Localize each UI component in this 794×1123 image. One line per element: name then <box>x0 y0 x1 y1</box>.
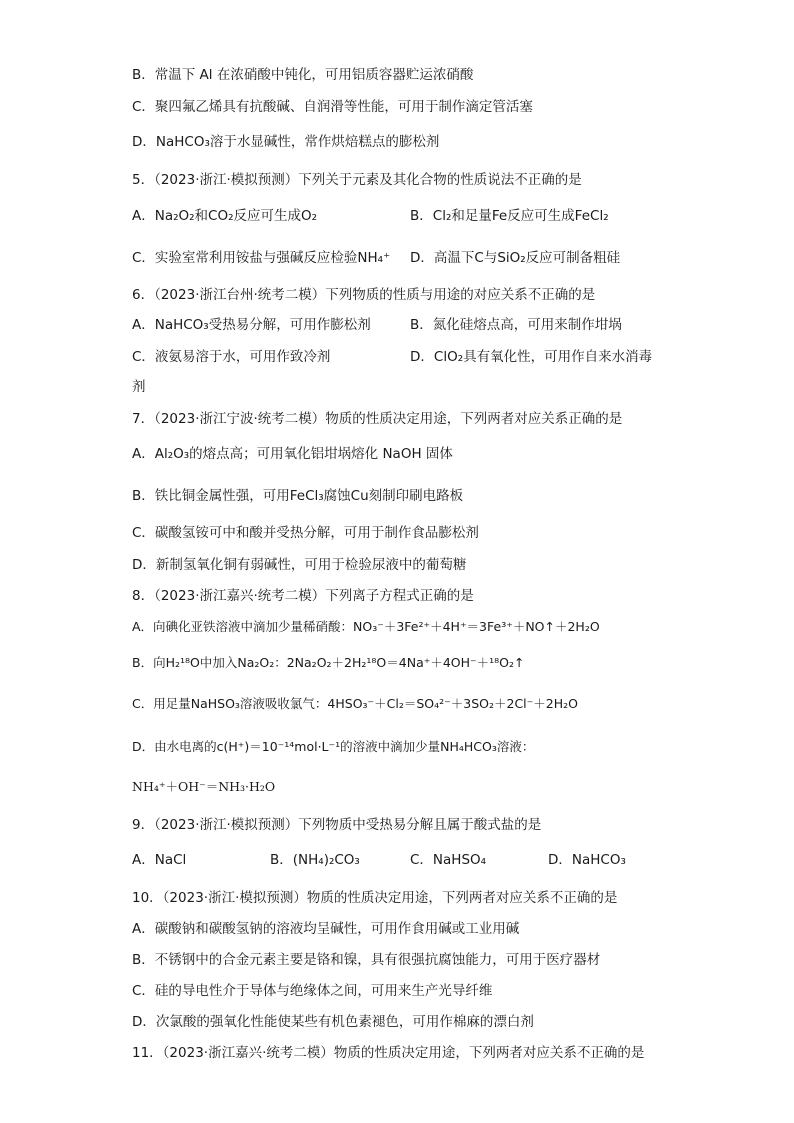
q6-option-d: D．ClO₂具有氧化性，可用作自来水消毒 <box>410 349 653 365</box>
q5-option-a: A．Na₂O₂和CO₂反应可生成O₂ <box>132 208 318 224</box>
q8-option-d: D．由水电离的c(H⁺)＝10⁻¹⁴mol·L⁻¹的溶液中滴加少量NH₄HCO₃溶液： <box>132 739 535 754</box>
q7-option-d: D．新制氢氧化铜有弱碱性，可用于检验尿液中的葡萄糖 <box>132 557 467 573</box>
q10-option-d: D．次氯酸的强氧化性能使某些有机色素褪色，可用作棉麻的漂白剂 <box>132 1014 534 1030</box>
option-4d: D．NaHCO₃溶于水显碱性，常作烘焙糕点的膨松剂 <box>132 134 440 150</box>
q10-option-c: C．硅的导电性介于导体与绝缘体之间，可用来生产光导纤维 <box>132 983 493 999</box>
question-7-stem: 7．（2023·浙江宁波·统考二模）物质的性质决定用途，下列两者对应关系正确的是 <box>132 411 623 427</box>
q9-option-a: A．NaCl <box>132 852 187 868</box>
question-5-stem: 5．（2023·浙江·模拟预测）下列关于元素及其化合物的性质说法不正确的是 <box>132 172 582 188</box>
q8-option-b: B．向H₂¹⁸O中加入Na₂O₂：2Na₂O₂＋2H₂¹⁸O＝4Na⁺＋4OH⁻＋¹⁸O₂↑ <box>132 655 525 670</box>
q6-option-d-continued: 剂 <box>132 379 146 395</box>
q8-option-d-equation: NH₄⁺＋OH⁻＝NH₃·H₂O <box>132 779 276 794</box>
q7-option-c: C．碳酸氢铵可中和酸并受热分解，可用于制作食品膨松剂 <box>132 525 479 541</box>
q5-option-d: D．高温下C与SiO₂反应可制备粗硅 <box>410 250 621 266</box>
option-4b: B．常温下 Al 在浓硝酸中钝化，可用铝质容器贮运浓硝酸 <box>132 67 474 83</box>
question-8-stem: 8．（2023·浙江嘉兴·统考二模）下列离子方程式正确的是 <box>132 588 474 604</box>
q10-option-b: B．不锈钢中的合金元素主要是铬和镍，具有很强抗腐蚀能力，可用于医疗器材 <box>132 952 601 968</box>
q9-option-b: B．(NH₄)₂CO₃ <box>270 852 360 868</box>
q7-option-b: B．铁比铜金属性强，可用FeCl₃腐蚀Cu刻制印刷电路板 <box>132 488 464 504</box>
q9-option-d: D．NaHCO₃ <box>548 852 626 868</box>
question-6-stem: 6．（2023·浙江台州·统考二模）下列物质的性质与用途的对应关系不正确的是 <box>132 287 596 303</box>
question-10-stem: 10．（2023·浙江·模拟预测）物质的性质决定用途，下列两者对应关系不正确的是 <box>132 890 618 906</box>
q8-option-c: C．用足量NaHSO₃溶液吸收氯气：4HSO₃⁻＋Cl₂＝SO₄²⁻＋3SO₂＋2Cl⁻＋2H₂O <box>132 696 578 711</box>
q6-option-b: B．氮化硅熔点高，可用来制作坩埚 <box>410 317 622 333</box>
q6-option-c: C．液氨易溶于水，可用作致冷剂 <box>132 349 331 365</box>
q7-option-a: A．Al₂O₃的熔点高；可用氧化铝坩埚熔化 NaOH 固体 <box>132 446 453 462</box>
q5-option-c: C．实验室常利用铵盐与强碱反应检验NH₄⁺ <box>132 250 391 266</box>
q6-option-a: A．NaHCO₃受热易分解，可用作膨松剂 <box>132 317 371 333</box>
q8-option-a: A．向碘化亚铁溶液中滴加少量稀硝酸：NO₃⁻＋3Fe²⁺＋4H⁺＝3Fe³⁺＋NO↑＋2H₂O <box>132 619 600 634</box>
question-11-stem: 11．（2023·浙江嘉兴·统考二模）物质的性质决定用途，下列两者对应关系不正确的是 <box>132 1045 645 1061</box>
q10-option-a: A．碳酸钠和碳酸氢钠的溶液均呈碱性，可用作食用碱或工业用碱 <box>132 921 520 937</box>
question-9-stem: 9．（2023·浙江·模拟预测）下列物质中受热易分解且属于酸式盐的是 <box>132 817 542 833</box>
q5-option-b: B．Cl₂和足量Fe反应可生成FeCl₂ <box>410 208 609 224</box>
q9-option-c: C．NaHSO₄ <box>410 852 487 868</box>
option-4c: C．聚四氟乙烯具有抗酸碱、自润滑等性能，可用于制作滴定管活塞 <box>132 99 533 115</box>
